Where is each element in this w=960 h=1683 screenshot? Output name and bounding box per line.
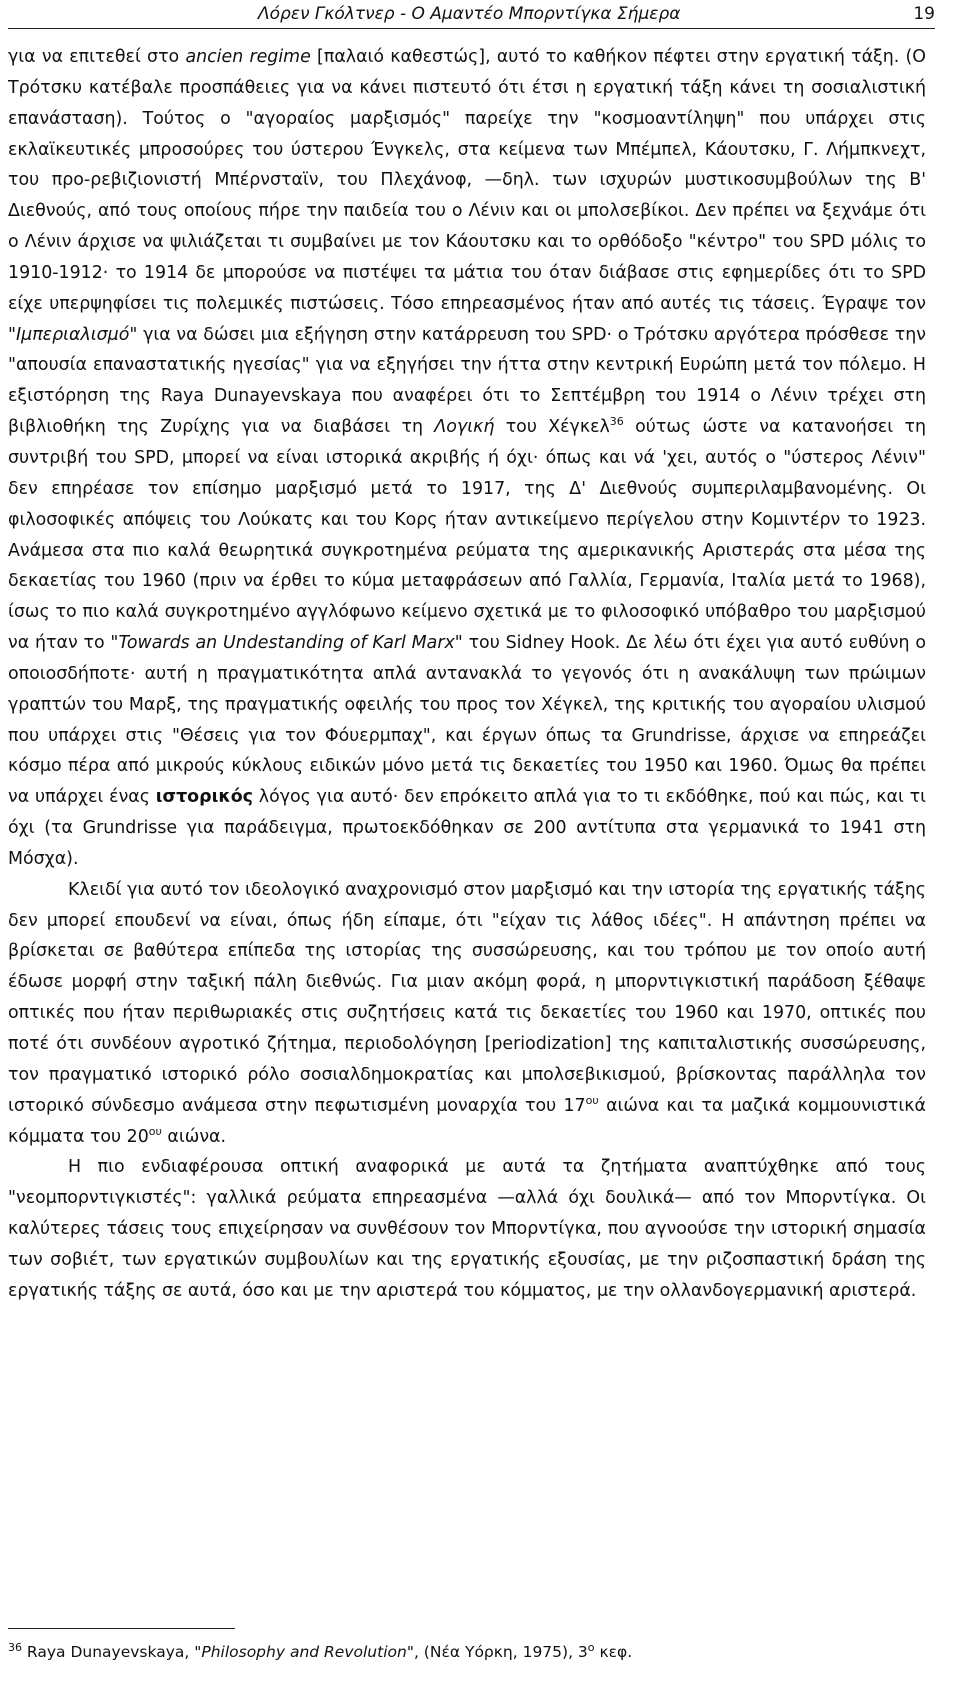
text-run: αιώνα και τα μαζικά κομμουνιστικά κόμματα του 20 [8,1095,926,1147]
paragraph [8,42,926,875]
text-run: λόγος για αυτό· δεν επρόκειτο απλά για το τι εκδόθηκε, πού και πώς, και τι όχι (τα Grundrisse για παράδειγμα, πρωτοεκδόθηκαν σε 200 αντίτυπα στα γερμανικά το 1941 στη Μόσχα). [8,787,926,869]
text-run: ancien regime [185,47,311,67]
body-text [8,42,926,1307]
footnote [8,1641,632,1663]
text-run: του Χέγκελ [494,417,610,438]
text-run: Κλειδί για αυτό τον ιδεολογικό αναχρονισμό στον μαρξισμό και την ιστορία της εργατικής τάξης δεν μπορεί επουδενί να είναι, όπως ήδη είπαμε, ότι "είχαν τις λάθος ιδέες". Η απάντηση πρέπει να βρίσκεται σε βαθύτερα επίπεδα της ιστορίας της συσσώρευσης, και του τρόπου με τον οποίο αυτή έδωσε μορφή στην ταξική πάλη διεθνώς. Για μιαν ακόμη φορά, η μπορντιγκιστική παράδοση ξέθαψε οπτικές που ήταν περιθωριακές στις συζητήσεις κατά τις δεκαετίες του 1960 και 1970, οπτικές που ποτέ ότι συνδέουν αγροτικό ζήτημα, περιοδολόγηση [periodization] της καπιταλιστικής συσσώρευσης, τον πραγματικό ιστορικό ρόλο σοσιαλδημοκρατίας και μπολσεβικισμού, βρίσκοντας παράλληλα τον ιστορικό σύνδεσμο ανάμεσα στην πεφωτισμένη μοναρχία του 17 [8,879,926,1116]
text-run: Towards an Undestanding of Karl Marx [118,633,455,654]
text-run: για να επιτεθεί στο [8,47,186,67]
text-run: ου [585,1093,599,1107]
text-run: 36 [609,415,624,429]
running-header [8,2,935,29]
text-run: ου [148,1124,162,1138]
text-run: αιώνα. [161,1126,227,1147]
text-run: " για να δώσει μια εξήγηση στην κατάρρευση του SPD· ο Τρότσκυ αργότερα πρόσθεσε την "απουσία επαναστατικής ηγεσίας" για να εξηγήσει την ήττα στην κεντρική Ευρώπη μετά τον πόλεμο. Η εξιστόρηση της Raya Dunayevskaya που αναφέρει ότι το Σεπτέμβρη του 1914 ο Λένιν τρέχει στη βιβλιοθήκη της Ζυρίχης για να διαβάσει τη [8,324,926,438]
paragraph [8,875,926,1153]
text-run: [παλαιό καθεστώς], αυτό το καθήκον πέφτει στην εργατική τάξη. (Ο Τρότσκυ κατέβαλε προσπάθειες για να κάνει πιστευτό ότι έτσι η εργατική τάξη κάνει τη σοσιαλιστική επανάσταση). Τούτος ο "αγοραίος μαρξισμός" παρείχε την "κοσμοαντίληψη" που υπάρχει στις εκλαϊκευτικές μπροσούρες του ύστερου Ένγκελς, στα κείμενα των Μπέμπελ, Κάουτσκυ, Γ. Λήμπκνεχτ, του προ-ρεβιζιονιστή Μπέρνσταϊν, του Πλεχάνοφ, —δηλ. των ισχυρών μυστικοσυμβούλων της Β' Διεθνούς, από τους οποίους πήρε την παιδεία του ο Λένιν και οι μπολσεβίκοι. Δεν πρέπει να ξεχνάμε ότι ο Λένιν άρχισε να ψιλιάζεται τι συμβαίνει με τον Κάουτσκυ και το ορθόδοξο "κέντρο" του SPD μόλις το 1910-1912· το 1914 δε μπορούσε να πιστέψει τα μάτια του όταν διάβασε στις εφημερίδες ότι το SPD είχε υπερψηφίσει τις πολεμικές πιστώσεις. Τόσο επηρεασμένος ήταν από αυτές τις τάσεις. Έγραψε τον " [8,47,926,345]
text-run: Η πιο ενδιαφέρουσα οπτική αναφορικά με αυτά τα ζητήματα αναπτύχθηκε από τους "νεομπορντιγκιστές": γαλλικά ρεύματα επηρεασμένα —αλλά όχι δουλικά— από τον Μπορντίγκα. Οι καλύτερες τάσεις τους επιχείρησαν να συνθέσουν τον Μπορντίγκα, που αγνοούσε την ιστορική σημασία των σοβιέτ, των εργατικών συμβουλίων και της εργατικής εξουσίας, με την ριζοσπαστική δράση της εργατικής τάξης σε αυτά, όσο και με την αριστερά του κόμματος, με την ολλανδογερμανική αριστερά. [8,1157,926,1301]
footnote-rule [8,1628,235,1629]
text-run: Λογική [434,417,495,438]
footnote-run: ο [587,1640,595,1654]
footnote-number: 36 [8,1640,22,1654]
page-number: 19 [913,4,935,24]
text-run: Ιμπεριαλισμό [16,324,130,345]
paragraph [8,1152,926,1306]
footnote-run: ", (Νέα Υόρκη, 1975), 3 [406,1643,588,1661]
running-title: Λόρεν Γκόλτνερ - Ο Αμαντέο Μπορντίγκα Σήμερα [258,4,681,24]
text-run: ούτως ώστε να κατανοήσει τη συντριβή του SPD, μπορεί να είναι ιστορικά ακριβής ή όχι· όπως και νά 'χει, αυτός ο "ύστερος Λένιν" δεν επηρέασε τον επίσημο μαρξισμό μετά το 1917, της Δ' Διεθνούς συμπεριλαμβανομένης. Οι φιλοσοφικές απόψεις του Λούκατς και του Κορς ήταν αντικείμενο περίγελου στην Κομιντέρν το 1923. Ανάμεσα στα πιο καλά θεωρητικά συγκροτημένα ρεύματα της αμερικανικής Αριστεράς στα μέσα της δεκαετίας του 1960 (πριν να έρθει το κύμα μεταφράσεων από Γαλλία, Γερμανία, Ιταλία μετά το 1968), ίσως το πιο καλά συγκροτημένο αγγλόφωνο κείμενο σχετικά με το φιλοσοφικό υπόβαθρο του μαρξισμού να ήταν το " [8,417,926,654]
text-run: " του Sidney Hook. Δε λέω ότι έχει για αυτό ευθύνη ο οποιοσδήποτε· αυτή η πραγματικότητα απλά αντανακλά το γεγονός ότι η ανακάλυψη των πρώιμων γραπτών του Μαρξ, της πραγματικής οφειλής του προς τον Χέγκελ, της κριτικής του αγοραίου υλισμού που υπάρχει στις "Θέσεις για τον Φόυερμπαχ", και έργων όπως τα Grundrisse, άρχισε να επηρεάζει κόσμο πέρα από μικρούς κύκλους ειδικών μόνο μετά τις δεκαετίες του 1950 και 1960. Όμως θα πρέπει να υπάρχει ένας [8,633,927,808]
footnote-run: Philosophy and Revolution [201,1643,407,1661]
footnote-run: Raya Dunayevskaya, " [22,1643,202,1661]
text-run: ιστορικός [155,787,253,808]
footnote-run: κεφ. [594,1643,633,1661]
footnote-text [22,1640,633,1661]
